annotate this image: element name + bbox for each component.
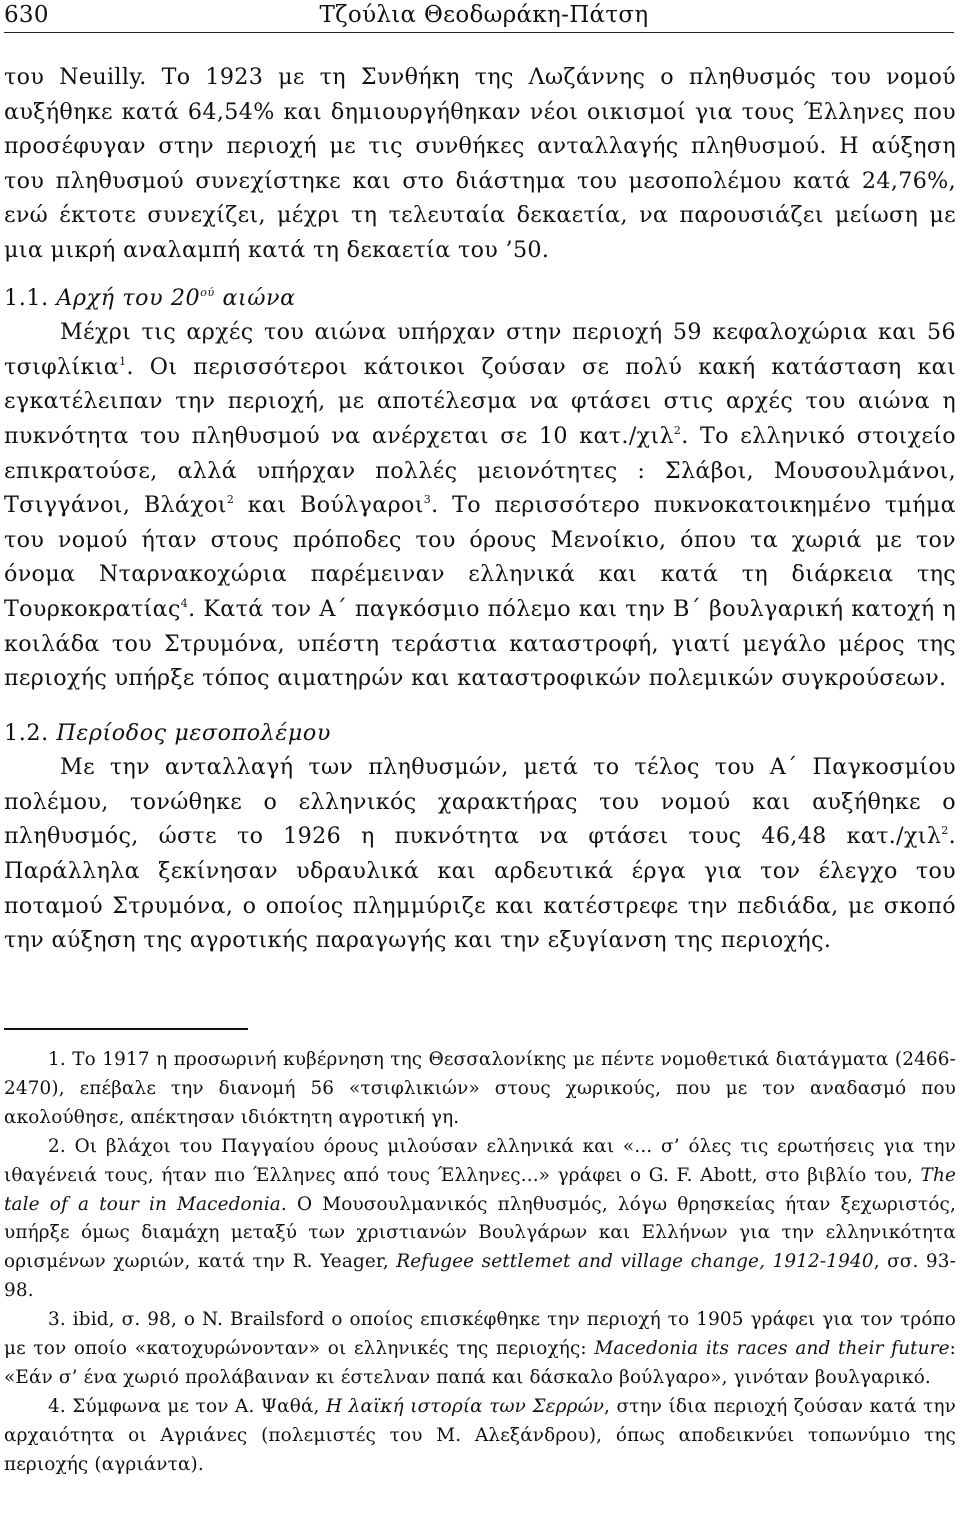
book-title: Refugee settlemet and village change, 1912-1940 xyxy=(396,1251,874,1273)
footnote-1 xyxy=(4,1046,956,1133)
footnote-4 xyxy=(4,1393,956,1480)
footnote-text: 2. Οι βλάχοι του Παγγαίου όρους μιλούσαν ελληνικά και «... σ’ όλες τις ερωτήσεις για την ιθαγένειά τους, ήταν πιο Έλληνες από τους Έλληνες...» γράφει ο G. F. Abott, στο βιβλίο του, xyxy=(4,1135,956,1186)
footnote-ref[interactable]: 2 xyxy=(226,493,235,507)
section-title: Περίοδος μεσοπολέμου xyxy=(48,719,331,746)
footnote-text: 3. ibid, σ. 98, ο N. Brailsford ο οποίος επισκέφθηκε την περιοχή το 1905 γράφει για τον τρόπο με τον οποίο «κατοχυρώνονταν» οι ελληνικές της περιοχής: xyxy=(4,1309,956,1360)
section-1-1-paragraph xyxy=(4,315,956,696)
footnote-text: 4. Σύμφωνα με τον Α. Ψαθά, xyxy=(48,1395,327,1417)
section-1-2-paragraph xyxy=(4,750,956,958)
main-text xyxy=(4,60,956,958)
section-number: 1.1. xyxy=(4,284,49,311)
section-title-part: Αρχή του 20 xyxy=(56,284,201,311)
paragraph-text: . Οι περισσότεροι κάτοικοι ζούσαν σε πολύ κακή κατάσταση και εγκατέλειπαν την περιοχή, με αποτέλεσμα να φτάσει στις αρχές του αιώνα η πυκνότητα του πληθυσμού να ανέρχεται σε 10 κατ./χιλ xyxy=(4,353,956,449)
footnote-ref[interactable]: 2 xyxy=(941,824,949,838)
intro-paragraph-text: του Neuilly. Το 1923 με τη Συνθήκη της Λωζάννης ο πληθυσμός του νομού αυξήθηκε κατά 64,54% και δημιουργήθηκαν νέοι οικισμοί για τους Έλληνες που προσέφυγαν στην περιοχή με τις συνθήκες ανταλλαγής πληθυσμού. Η αύξηση του πληθυσμού συνεχίστηκε και στο διάστημα του μεσοπολέμου κατά 24,76%, ενώ έκτοτε συνεχίζει, μέχρι τη τελευταία δεκαετία, να παρουσιάζει μείωση με μια μικρή αναλαμπή κατά τη δεκαετία του ’50. xyxy=(4,64,956,263)
footnote-3 xyxy=(4,1306,956,1393)
footnote-text: Ο Μουσουλμανικός πληθυσμός, λόγω θρησκείας ήταν ξεχωριστός, υπήρξε όμως διαμάχη μεταξύ των χριστιανών Βουλγάρων και Ελλήνων για την ελληνικότητα ορισμένων χωριών, κατά την R. Yeager, xyxy=(4,1193,956,1273)
paragraph-text: Με την ανταλλαγή των πληθυσμών, μετά το τέλος του Α΄ Παγκοσμίου πολέμου, τονώθηκε ο ελληνικός χαρακτήρας του νομού και αυξήθηκε ο πληθυσμός, ώστε το 1926 η πυκνότητα να φτάσει τους 46,48 κατ./χιλ xyxy=(4,754,956,850)
book-title: The tale of a tour in Macedonia. xyxy=(4,1164,956,1215)
book-title: Macedonia its races and their future xyxy=(594,1338,950,1360)
footnote-2 xyxy=(4,1133,956,1306)
footnote-ref[interactable]: 4 xyxy=(180,596,189,610)
paragraph-text: και Βούλγαροι xyxy=(234,492,424,519)
book-title: Η λαϊκή ιστορία των Σερρών xyxy=(326,1395,605,1417)
ordinal-superscript: ού xyxy=(200,285,215,299)
paragraph-text: . Παράλληλα ξεκίνησαν υδραυλικά και αρδευτικά έργα για τον έλεγχο του ποταμού Στρυμόνα, ο οποίος πλημμύριζε και κατέστρεφε την πεδιάδα, με σκοπό την αύξηση της αγροτικής παραγωγής και την εξυγίανση της περιοχής. xyxy=(4,823,956,954)
section-heading-1-1 xyxy=(4,281,956,316)
footnote-separator xyxy=(4,1028,248,1030)
paragraph-text: . Το ελληνικό στοιχείο επικρατούσε, αλλά υπήρχαν πολλές μειονότητες : Σλάβοι, Μουσουλμάνοι, Τσιγγάνοι, Βλάχοι xyxy=(4,422,956,519)
paragraph-text: . Το περισσότερο πυκνοκατοικημένο τμήμα του νομού ήταν στους πρόποδες του όρους Μενοίκιο, όπου τα χωριά με τον όνομα Νταρνακοχώρια παρέμειναν ελληνικά και κατά τη διάρκεια της Τουρκοκρατίας xyxy=(4,492,956,622)
section-heading-1-2 xyxy=(4,716,956,751)
footnote-text: 1. Το 1917 η προσωρινή κυβέρνηση της Θεσσαλονίκης με πέντε νομοθετικά διατάγματα (2466-2470), επέβαλε την διανομή 56 «τσιφλικιών» στους χωρικούς, που με τον αναδασμό που ακολούθησε, απέκτησαν ιδιόκτητη αγροτική γη. xyxy=(4,1049,956,1128)
footnote-text: : «Εάν σ’ ένα χωριό προλάβαιναν κι έστελναν παπά και δάσκαλο βούλγαρο», γινόταν βουλγαρικό. xyxy=(4,1338,956,1388)
section-title-part: αιώνα xyxy=(214,284,296,311)
intro-paragraph xyxy=(4,60,956,268)
paragraph-text: Μέχρι τις αρχές του αιώνα υπήρχαν στην περιοχή 59 κεφαλοχώρια και 56 τσιφλίκια xyxy=(4,319,956,380)
footnote-text: , σσ. 93-98. xyxy=(4,1251,956,1302)
running-header xyxy=(4,0,954,32)
footnote-ref[interactable]: 3 xyxy=(423,493,432,507)
header-rule xyxy=(4,32,954,33)
footnote-ref[interactable]: 2 xyxy=(673,423,682,437)
section-number: 1.2. xyxy=(4,719,49,746)
footnotes xyxy=(4,1046,956,1480)
page-number: 630 xyxy=(4,2,49,28)
footnote-text: , στην ίδια περιοχή ζούσαν κατά την αρχαιότητα οι Αγριάνες (πολεμιστές του Μ. Αλεξάνδρου), όπως αποδεικνύει τοπωνύμιο της περιοχής (αγριάντα). xyxy=(4,1395,956,1475)
running-header-author: Τζούλια Θεοδωράκη-Πάτση xyxy=(319,2,649,28)
paragraph-text: . Κατά τον Α΄ παγκόσμιο πόλεμο και την Β΄ βουλγαρική κατοχή η κοιλάδα του Στρυμόνα, υπέστη τεράστια καταστροφή, γιατί μεγάλο μέρος της περιοχής υπήρξε τόπος αιματηρών και καταστροφικών πολεμικών συγκρούσεων. xyxy=(4,595,956,692)
footnote-ref[interactable]: 1 xyxy=(119,354,127,368)
